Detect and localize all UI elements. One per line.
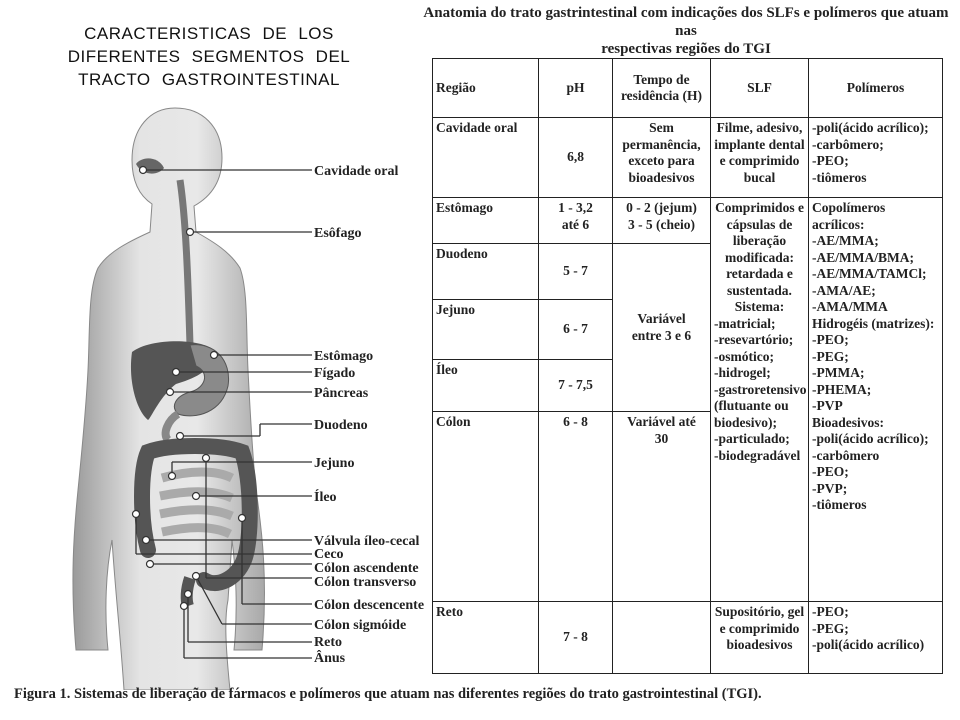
polimero-item: -PEO;	[812, 332, 849, 347]
caption-text: Sistemas de liberação de fármacos e polímeros que atuam nas diferentes regiões do trato gastrointestinal (TGI).	[74, 686, 762, 702]
body-silhouette	[73, 108, 265, 690]
cell-tempo-intestino: Variável entre 3 e 6	[613, 244, 711, 412]
label-anus: Ânus	[314, 651, 346, 666]
polimero-item: -PEG;	[812, 348, 849, 364]
slf-item: biodesivo);	[714, 414, 778, 430]
polimero-item: acrílicos:	[812, 216, 865, 232]
slf-table	[432, 58, 943, 674]
cell-tempo: Variável até 30	[613, 412, 711, 602]
label-estomago: Estômago	[314, 349, 374, 364]
cell-tempo: 0 - 2 (jejum) 3 - 5 (cheio)	[613, 198, 711, 244]
label-colon-transverso: Cólon transverso	[314, 575, 417, 590]
cell-polimeros-main	[809, 198, 943, 602]
slf-item: -matricial;	[714, 315, 776, 331]
polimero-item: -tiômeros	[812, 497, 867, 512]
header-regiao: Região	[433, 59, 539, 118]
cell-ph: 6 - 7	[539, 300, 613, 360]
polimero-item: -poli(ácido acrílico)	[812, 637, 925, 652]
header-tempo: Tempo de residência (H)	[613, 59, 711, 118]
polimero-item: -PVP;	[812, 480, 848, 496]
label-ileo: Íleo	[314, 490, 337, 505]
cell-ph: 6 - 8	[539, 412, 613, 602]
label-colon-sigmoide: Cólon sigmóide	[314, 618, 407, 633]
slf-item: -gastroretensivo	[714, 381, 807, 397]
label-jejuno: Jejuno	[314, 456, 355, 471]
cell-ph: 5 - 7	[539, 244, 613, 300]
polimero-item: -tiômeros	[812, 169, 867, 185]
slf-item: (flutuante ou	[714, 398, 789, 413]
polimero-item: -carbômero	[812, 447, 880, 463]
table-row	[433, 602, 943, 674]
polimero-item: -carbômero;	[812, 136, 884, 152]
cell-slf-main	[711, 198, 809, 602]
cell-regiao: Íleo	[433, 360, 539, 412]
cell-regiao: Duodeno	[433, 244, 539, 300]
label-figado: Fígado	[314, 366, 356, 381]
label-esofago: Esôfago	[314, 226, 362, 241]
anatomy-diagram	[0, 0, 430, 690]
slf-item: -hidrogel;	[714, 365, 771, 380]
cell-regiao: Cólon	[433, 412, 539, 602]
table-row	[433, 198, 943, 244]
polimero-item: -PEG;	[812, 620, 849, 636]
slf-main-text: Comprimidos e cápsulas de liberação modificada: retardada e sustentada. Sistema:	[715, 200, 804, 314]
cell-regiao: Reto	[433, 602, 539, 674]
polimero-item: -PHEMA;	[812, 381, 872, 397]
cell-ph: 1 - 3,2 até 6	[539, 198, 613, 244]
table-header-row	[433, 59, 943, 118]
cell-tempo	[613, 602, 711, 674]
header-slf: SLF	[711, 59, 809, 118]
polimero-item: -PEO;	[812, 464, 849, 479]
caption-label: Figura 1.	[14, 686, 71, 702]
cell-ph: 7 - 8	[539, 602, 613, 674]
polimero-item: -PEO;	[812, 153, 849, 168]
figure-caption	[14, 686, 954, 703]
polimero-item: Hidrogéis (matrizes):	[812, 315, 935, 331]
label-cavidade-oral: Cavidade oral	[314, 164, 399, 179]
cell-polimeros-oral	[809, 118, 943, 198]
slide-title: CARACTERISTICAS DE LOS DIFERENTES SEGMENTOS DEL TRACTO GASTROINTESTINAL	[67, 24, 351, 89]
label-valvula-ileo-cecal: Válvula íleo-cecal	[314, 534, 420, 549]
polimero-item: Bioadesivos:	[812, 414, 885, 430]
slf-item: -osmótico;	[714, 348, 774, 364]
cell-tempo: Sem permanência, exceto para bioadesivos	[613, 118, 711, 198]
label-pancreas: Pâncreas	[314, 386, 369, 401]
polimero-item: -poli(ácido acrílico);	[812, 120, 929, 135]
label-duodeno: Duodeno	[314, 418, 368, 433]
cell-slf-oral: Filme, adesivo, implante dental e comprimido bucal	[711, 118, 809, 198]
cell-regiao: Cavidade oral	[433, 118, 539, 198]
label-ceco: Ceco	[314, 547, 344, 562]
slf-item: -particulado;	[714, 431, 790, 446]
slf-item: -resevartório;	[714, 332, 794, 347]
slf-main-list	[714, 316, 805, 465]
header-polimeros: Polímeros	[809, 59, 943, 118]
polimero-item: -PMMA;	[812, 365, 865, 380]
slf-item: -biodegradável	[714, 447, 801, 463]
polimero-item: -AMA/AE;	[812, 282, 876, 298]
polimero-item: Copolímeros	[812, 200, 886, 215]
table-title: Anatomia do trato gastrintestinal com indicações dos SLFs e polímeros que atuam nas respectivas regiões do TGI	[423, 5, 949, 57]
cell-ph: 6,8	[539, 118, 613, 198]
header-ph: pH	[539, 59, 613, 118]
polimero-item: -AE/MMA/TAMCl;	[812, 266, 927, 281]
cell-ph: 7 - 7,5	[539, 360, 613, 412]
polimero-item: -AMA/MMA	[812, 299, 888, 314]
cell-regiao: Jejuno	[433, 300, 539, 360]
polimero-item: -AE/MMA;	[812, 233, 879, 248]
label-colon-ascendente: Cólon ascendente	[314, 561, 419, 576]
polimero-item: -poli(ácido acrílico);	[812, 431, 929, 446]
cell-polimeros-reto	[809, 602, 943, 674]
polimero-item: -PVP	[812, 398, 843, 413]
table-row	[433, 118, 943, 198]
cell-slf-reto: Supositório, gel e comprimido bioadesivos	[711, 602, 809, 674]
polimero-item: -PEO;	[812, 604, 849, 619]
cell-regiao: Estômago	[433, 198, 539, 244]
label-reto: Reto	[314, 635, 342, 650]
label-colon-descencente: Cólon descencente	[314, 598, 425, 613]
polimero-item: -AE/MMA/BMA;	[812, 249, 914, 265]
